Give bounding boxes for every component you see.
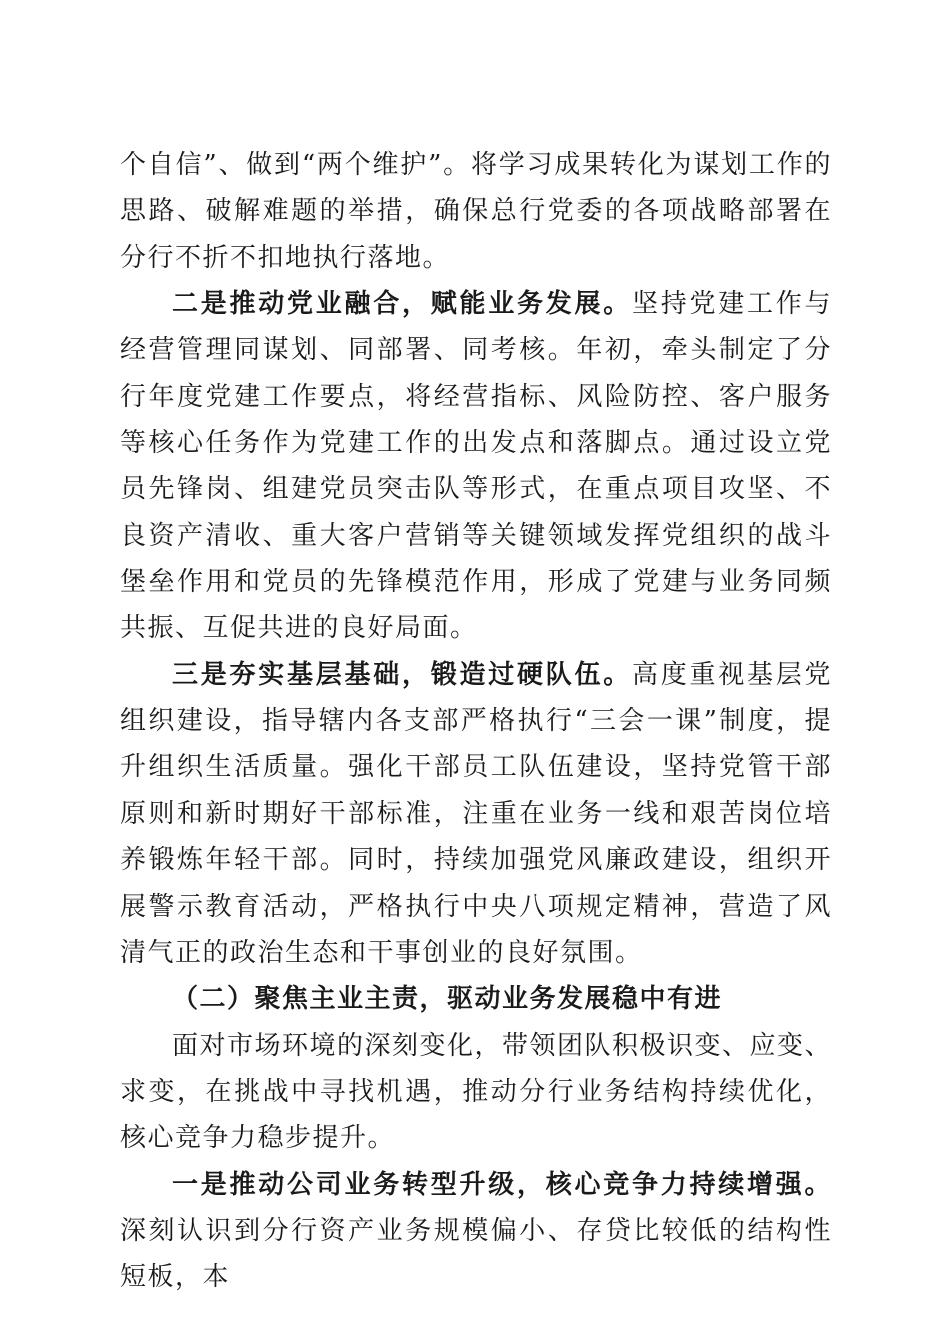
- paragraph-lead: 三是夯实基层基础，锻造过硬队伍。: [172, 659, 632, 690]
- paragraph-lead: 二是推动党业融合，赋能业务发展。: [172, 289, 632, 320]
- paragraph-lead: 一是推动公司业务转型升级，核心竞争力持续增强。: [172, 1169, 832, 1200]
- paragraph-grassroots-foundation: [120, 652, 832, 976]
- paragraph-market-response: [120, 1023, 832, 1162]
- paragraph-party-business-integration: [120, 281, 832, 652]
- paragraph-body: 深刻认识到分行资产业务规模偏小、存贷比较低的结构性短板，本: [120, 1215, 832, 1293]
- paragraph-continuation: [120, 142, 832, 281]
- paragraph-body: 个自信”、做到“两个维护”。将学习成果转化为谋划工作的思路、破解难题的举措，确保总行党委的各项战略部署在分行不折不扣地执行落地。: [120, 150, 832, 273]
- paragraph-body: 面对市场环境的深刻变化，带领团队积极识变、应变、求变，在挑战中寻找机遇，推动分行业务结构持续优化，核心竞争力稳步提升。: [120, 1030, 833, 1154]
- paragraph-body: 坚持党建工作与经营管理同谋划、同部署、同考核。年初，牵头制定了分行年度党建工作要点，将经营指标、风险防控、客户服务等核心任务作为党建工作的出发点和落脚点。通过设立党员先锋岗、组建党员突击队等形式，在重点项目攻坚、不良资产清收、重大客户营销等关键领域发挥党组织的战斗堡垒作用和党员的先锋模范作用，形成了党建与业务同频共振、互促共进的良好局面。: [120, 289, 832, 644]
- paragraph-corporate-transformation: [120, 1162, 832, 1301]
- paragraph-body: 高度重视基层党组织建设，指导辖内各支部严格执行“三会一课”制度，提升组织生活质量。强化干部员工队伍建设，坚持党管干部原则和新时期好干部标准，注重在业务一线和艰苦岗位培养锻炼年轻干部。同时，持续加强党风廉政建设，组织开展警示教育活动，严格执行中央八项规定精神，营造了风清气正的政治生态和干事创业的良好氛围。: [120, 659, 832, 968]
- section-heading: （二）聚焦主业主责，驱动业务发展稳中有进: [172, 984, 723, 1015]
- document-body: [120, 142, 832, 1301]
